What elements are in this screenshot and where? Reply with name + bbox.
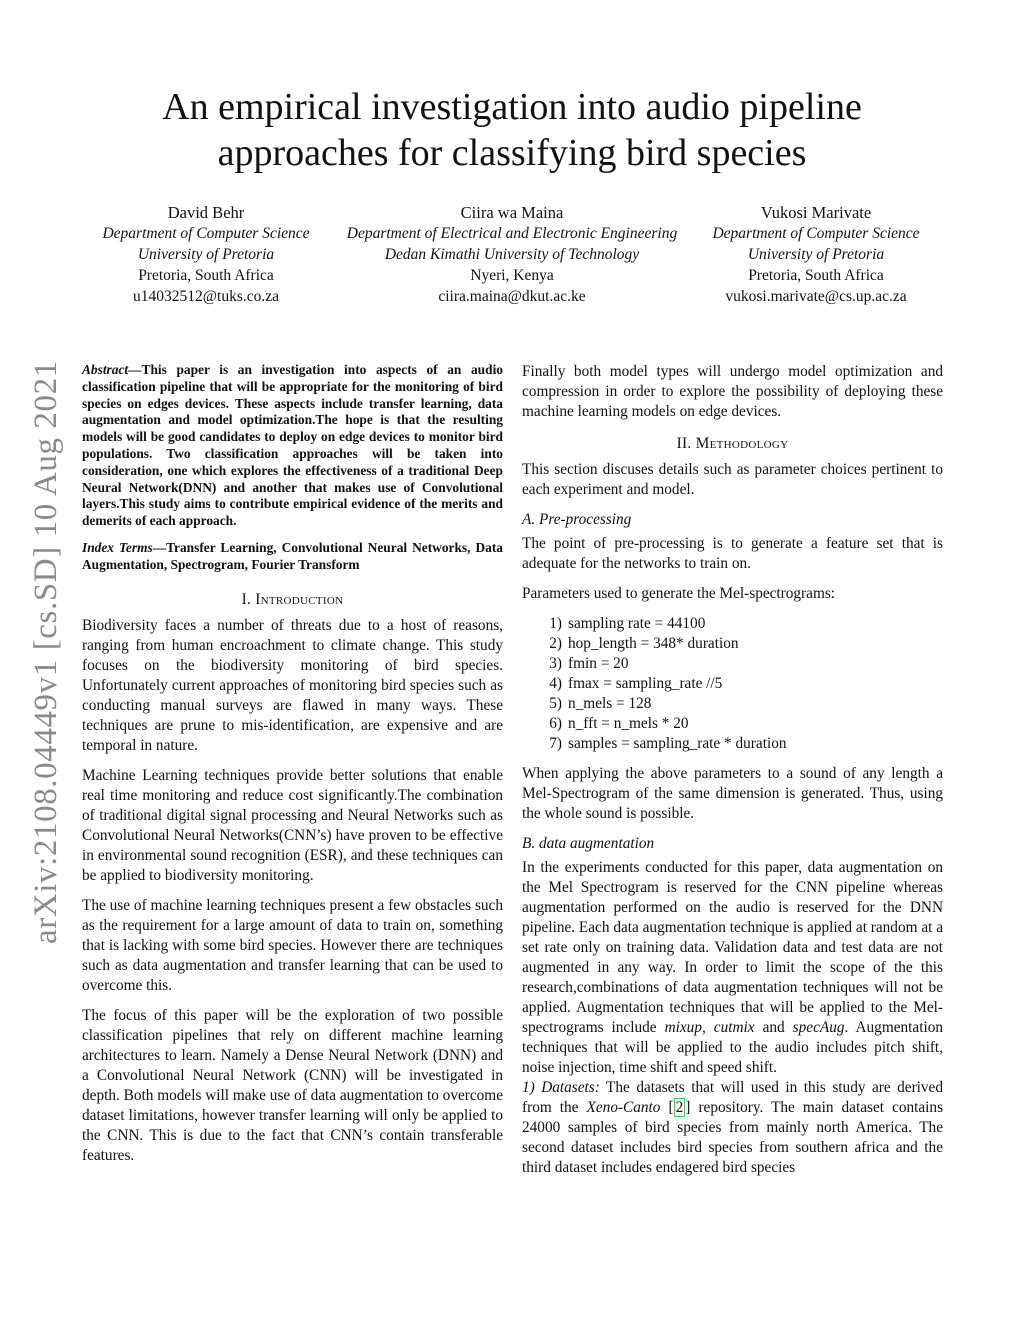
list-item: 5) n_mels = 128 bbox=[549, 695, 652, 712]
author-1 bbox=[86, 202, 326, 307]
intro-paragraph-3: The use of machine learning techniques present a few obstacles such as the requirement for a large amount of data to train on, something that is lacking with some bird species. However there are techniques such as data augmentation and transfer learning that can be used to overcome this. bbox=[82, 896, 503, 994]
author-university: Dedan Kimathi University of Technology bbox=[384, 246, 640, 263]
author-name: David Behr bbox=[167, 203, 245, 222]
author-email[interactable]: ciira.maina@dkut.ac.ke bbox=[438, 288, 586, 305]
author-2 bbox=[326, 202, 698, 307]
left-column bbox=[82, 362, 503, 1176]
author-name: Ciira wa Maina bbox=[460, 203, 564, 222]
intro-paragraph-4: The focus of this paper will be the exploration of two possible classification pipelines that rely on different machine learning architectures to learn. Namely a Dense Neural Network (DNN) and a Convolutional Neural Network (CNN) will be investigated in depth. Both models will make use of data augmentation to overcome dataset limitations, however transfer learning will only be applied to the CNN. This is due to the fact that CNN’s contain transferable features. bbox=[82, 1006, 503, 1164]
section-heading-methodology: II. Methodology bbox=[676, 435, 789, 452]
preprocessing-paragraph-1: The point of pre-processing is to generate a feature set that is adequate for the networks to train on. bbox=[522, 535, 943, 572]
preprocessing-paragraph-3: When applying the above parameters to a sound of any length a Mel-Spectrogram of the same dimension is generated. Thus, using the whole sound is possible. bbox=[522, 765, 943, 822]
author-department: Department of Computer Science bbox=[712, 225, 920, 242]
author-location: Pretoria, South Africa bbox=[748, 267, 884, 284]
index-terms-text: —Transfer Learning, Convolutional Neural Networks, Data Augmentation, Spectrogram, Fourier Transform bbox=[82, 539, 503, 572]
author-name: Vukosi Marivate bbox=[760, 203, 872, 222]
intro-paragraph-2: Machine Learning techniques provide better solutions that enable real time monitoring and reduce cost significantly.The combination of traditional digital signal processing and Neural Networks such as Convolutional Neural Networks(CNN’s) have proven to be effective in environmental sound recognition (ESR), and these techniques can be applied to biodiversity monitoring. bbox=[82, 766, 503, 884]
author-department: Department of Electrical and Electronic Engineering bbox=[346, 225, 678, 242]
title-line-2: approaches for classifying bird species bbox=[217, 132, 807, 174]
methodology-intro: This section discuses details such as parameter choices pertinent to each experiment and model. bbox=[522, 461, 943, 498]
author-university: University of Pretoria bbox=[137, 246, 275, 263]
author-location: Pretoria, South Africa bbox=[138, 267, 274, 284]
abstract-text: —This paper is an investigation into aspects of an audio classification pipeline that will be appropriate for the monitoring of bird species on edges devices. These aspects include transfer learning, data augmentation and model optimization.The hope is that the resulting models will be good candidates to deploy on edge devices to monitor bird populations. Two classification approaches will be taken into consideration, one which explores the effectiveness of a traditional Deep Neural Network(DNN) and another that makes use of Convolutional layers.This study aims to contribute empirical evidence of the merits and demerits of each approach. bbox=[82, 362, 503, 529]
abstract bbox=[82, 362, 503, 530]
abstract-label: Abstract bbox=[82, 362, 129, 377]
author-email[interactable]: vukosi.marivate@cs.up.ac.za bbox=[725, 288, 907, 305]
author-location: Nyeri, Kenya bbox=[470, 267, 554, 284]
list-item: 7) samples = sampling_rate * duration bbox=[549, 735, 787, 752]
list-item: 2) hop_length = 348* duration bbox=[549, 635, 739, 652]
author-block bbox=[80, 202, 944, 312]
author-department: Department of Computer Science bbox=[102, 225, 310, 242]
list-item: 6) n_fft = n_mels * 20 bbox=[549, 715, 689, 732]
arxiv-identifier: arXiv:2108.04449v1 [cs.SD] 10 Aug 2021 bbox=[28, 360, 64, 944]
list-item: 1) sampling rate = 44100 bbox=[549, 615, 706, 632]
intro-paragraph-5: Finally both model types will undergo model optimization and compression in order to explore the possibility of deploying these machine learning models on edge devices. bbox=[522, 363, 943, 420]
list-item: 4) fmax = sampling_rate //5 bbox=[549, 675, 723, 692]
author-email[interactable]: u14032512@tuks.co.za bbox=[132, 288, 279, 305]
list-item: 3) fmin = 20 bbox=[549, 655, 629, 672]
preprocessing-paragraph-2: Parameters used to generate the Mel-spectrograms: bbox=[522, 585, 836, 602]
parameter-list bbox=[522, 614, 943, 754]
right-column bbox=[522, 362, 943, 1188]
datasets-paragraph: 1) Datasets: The datasets that will used in this study are derived from the Xeno-Canto [ 2 ] repository. The main dataset contains 24000 samples of bird species from mainly north America. The second dataset includes bird species from southern africa and the third dataset includes endagered bird species bbox=[522, 1079, 944, 1176]
section-heading-introduction: I. Introduction bbox=[241, 590, 344, 608]
author-3 bbox=[700, 202, 932, 307]
author-university: University of Pretoria bbox=[747, 246, 885, 263]
augmentation-paragraph: In the experiments conducted for this paper, data augmentation on the Mel Spectrogram is reserved for the CNN pipeline whereas augmentation performed on the audio is reserved for the DNN pipeline. Each data augmentation technique is applied at random at a set rate only on training data. Validation data and test data are not augmented in any way. In order to limit the scope of the this research,combinations of data augmentation techniques will not be applied. Augmentation techniques that will be applied to the Mel-spectrograms include mixup, cutmix and specAug. Augmentation techniques that will be applied to the audio includes pitch shift, noise injection, time shift and speed shift. bbox=[522, 859, 943, 1076]
index-terms-label: Index Terms bbox=[82, 539, 153, 555]
title-line-1: An empirical investigation into audio pipeline bbox=[162, 86, 862, 128]
index-terms bbox=[82, 540, 503, 574]
subsection-heading-data-augmentation: B. data augmentation bbox=[522, 835, 655, 852]
intro-paragraph-1: Biodiversity faces a number of threats due to a host of reasons, ranging from human encroachment to climate change. This study focuses on the biodiversity monitoring of bird species. Unfortunately current approaches of monitoring bird species such as conducting manual surveys are flawed in many ways. These techniques are prune to mis-identification, are expensive and are temporal in nature. bbox=[82, 616, 503, 754]
subsection-heading-preprocessing: A. Pre-processing bbox=[522, 511, 632, 528]
paper-title bbox=[80, 84, 944, 176]
citation-link[interactable]: 2 bbox=[675, 1099, 684, 1116]
